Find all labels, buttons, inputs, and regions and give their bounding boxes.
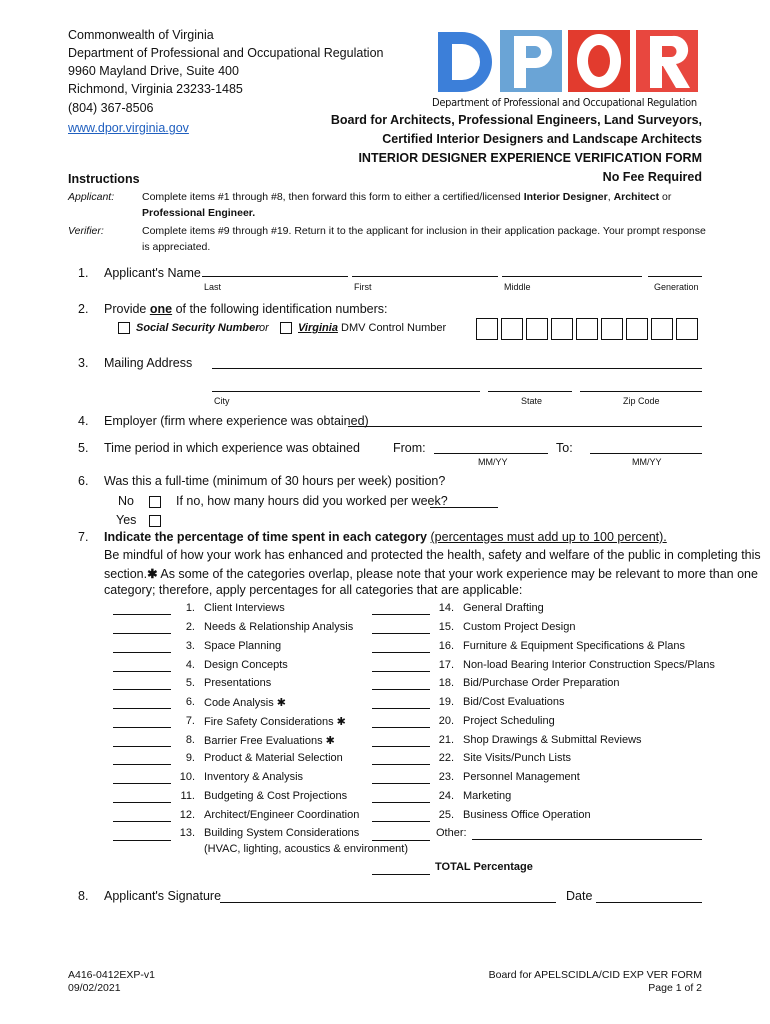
applicant-instructions: Complete items #1 through #8, then forward this form to either a certified/licensed Interior Designer, Architect or	[142, 191, 672, 203]
street-address-field[interactable]	[212, 368, 702, 369]
category-label: Fire Safety Considerations ✱	[204, 716, 346, 728]
category-label: Budgeting & Cost Projections	[204, 790, 348, 802]
signature-label: Applicant's Signature	[104, 889, 222, 903]
percentage-field[interactable]	[113, 802, 171, 803]
no-checkbox[interactable]	[149, 496, 161, 508]
category-label: Barrier Free Evaluations ✱	[204, 735, 335, 747]
id-digit-box[interactable]	[626, 318, 648, 340]
address-line: Department of Professional and Occupational Regulation	[68, 46, 384, 60]
other-label: Other:	[436, 827, 467, 839]
from-format-caption: MM/YY	[478, 457, 508, 467]
percentage-field[interactable]	[372, 783, 430, 784]
category-sublabel: (HVAC, lighting, acoustics & environment)	[204, 843, 408, 855]
website-link[interactable]: www.dpor.virginia.gov	[68, 121, 189, 135]
category-number: 1.	[185, 602, 195, 614]
category-label: Shop Drawings & Submittal Reviews	[463, 734, 642, 746]
form-date: 09/02/2021	[68, 982, 121, 994]
category-number: 4.	[185, 659, 195, 671]
percentage-field[interactable]	[113, 746, 171, 747]
state-field[interactable]	[488, 391, 572, 392]
state-caption: State	[521, 396, 543, 406]
category-label: Custom Project Design	[463, 621, 576, 633]
address-line: (804) 367-8506	[68, 101, 154, 115]
category-number: 17.	[438, 659, 454, 671]
category-label: Project Scheduling	[463, 715, 555, 727]
other-percentage-field[interactable]	[372, 840, 430, 841]
verifier-instructions: Complete items #9 through #19. Return it to the applicant for inclusion in their application package. Your prompt response	[142, 225, 706, 237]
category-number: 15.	[438, 621, 454, 633]
category-label: Building System Considerations	[204, 827, 360, 839]
generation-field[interactable]	[648, 276, 702, 277]
date-label: Date	[566, 889, 593, 903]
city-field[interactable]	[212, 391, 480, 392]
percentage-field[interactable]	[372, 689, 430, 690]
form-code: A416-0412EXP-v1	[68, 969, 155, 981]
item-number: 1.	[78, 266, 89, 280]
id-digit-box[interactable]	[501, 318, 523, 340]
percentage-field[interactable]	[372, 652, 430, 653]
category-label: Product & Material Selection	[204, 752, 343, 764]
category-instructions-line3: section.✱ As some of the categories overlap, please note that your work experience may be relevant to more than one	[104, 567, 758, 581]
percentage-field[interactable]	[113, 783, 171, 784]
form-name: INTERIOR DESIGNER EXPERIENCE VERIFICATION FORM	[358, 151, 702, 165]
category-instructions-line4: category; therefore, apply percentages for all categories that are applicable:	[104, 583, 523, 597]
category-label: Marketing	[463, 790, 512, 802]
percentage-field[interactable]	[372, 633, 430, 634]
category-instructions-line1: Indicate the percentage of time spent in each category (percentages must add up to 100 percent).	[104, 530, 667, 544]
board-title-line2: Certified Interior Designers and Landscape Architects	[382, 132, 702, 146]
from-label: From:	[393, 441, 426, 455]
hours-field[interactable]	[430, 507, 498, 508]
item-number: 2.	[78, 302, 89, 316]
from-date-field[interactable]	[434, 453, 548, 454]
identification-label: Provide one of the following identification numbers:	[104, 302, 388, 316]
category-number: 3.	[185, 640, 195, 652]
category-number: 20.	[438, 715, 454, 727]
percentage-field[interactable]	[372, 802, 430, 803]
total-percentage-field[interactable]	[372, 874, 430, 875]
id-digit-box[interactable]	[551, 318, 573, 340]
percentage-field[interactable]	[113, 840, 171, 841]
middle-caption: Middle	[504, 282, 531, 292]
category-number: 25.	[438, 809, 454, 821]
category-label: Code Analysis ✱	[204, 697, 286, 709]
first-caption: First	[354, 282, 372, 292]
ssn-checkbox[interactable]	[118, 322, 130, 334]
percentage-field[interactable]	[372, 821, 430, 822]
generation-caption: Generation	[654, 282, 699, 292]
category-label: Bid/Cost Evaluations	[463, 696, 565, 708]
category-number: 11.	[180, 790, 195, 802]
percentage-field[interactable]	[113, 764, 171, 765]
employer-field[interactable]	[348, 426, 702, 427]
dpor-logo-mark	[432, 26, 704, 96]
id-digit-box[interactable]	[601, 318, 623, 340]
address-line: Richmond, Virginia 23233-1485	[68, 82, 243, 96]
category-label: Design Concepts	[204, 659, 288, 671]
category-number: 24.	[438, 790, 454, 802]
percentage-field[interactable]	[113, 689, 171, 690]
category-label: Needs & Relationship Analysis	[204, 621, 354, 633]
last-name-field[interactable]	[202, 276, 348, 277]
category-label: Personnel Management	[463, 771, 580, 783]
item-number: 5.	[78, 441, 89, 455]
mailing-address-label: Mailing Address	[104, 356, 193, 370]
category-number: 12.	[179, 809, 195, 821]
to-format-caption: MM/YY	[632, 457, 662, 467]
item-number: 8.	[78, 889, 89, 903]
footer-board: Board for APELSCIDLA/CID EXP VER FORM	[488, 969, 702, 981]
category-label: General Drafting	[463, 602, 544, 614]
category-number: 10.	[179, 771, 195, 783]
item-number: 3.	[78, 356, 89, 370]
percentage-field[interactable]	[372, 727, 430, 728]
category-number: 5.	[185, 677, 195, 689]
category-instructions-line2: Be mindful of how your work has enhanced and protected the health, safety and welfare of the public in completing this	[104, 548, 761, 562]
category-number: 22.	[438, 752, 454, 764]
address-line: 9960 Mayland Drive, Suite 400	[68, 64, 239, 78]
id-digit-box[interactable]	[576, 318, 598, 340]
item-number: 6.	[78, 474, 89, 488]
instructions-heading: Instructions	[68, 172, 140, 186]
percentage-field[interactable]	[113, 652, 171, 653]
signature-field[interactable]	[220, 902, 556, 903]
id-digit-box[interactable]	[476, 318, 498, 340]
category-label: Non-load Bearing Interior Construction Specs/Plans	[463, 659, 715, 671]
to-date-field[interactable]	[590, 453, 702, 454]
category-label: Client Interviews	[204, 602, 285, 614]
category-label: Inventory & Analysis	[204, 771, 304, 783]
category-number: 2.	[185, 621, 195, 633]
category-label: Site Visits/Punch Lists	[463, 752, 572, 764]
category-label: Bid/Purchase Order Preparation	[463, 677, 620, 689]
category-number: 9.	[185, 752, 195, 764]
applicant-name-label: Applicant's Name	[104, 266, 201, 280]
percentage-field[interactable]	[372, 764, 430, 765]
verifier-label: Verifier:	[68, 225, 104, 237]
category-label: Presentations	[204, 677, 272, 689]
middle-name-field[interactable]	[502, 276, 642, 277]
to-label: To:	[556, 441, 573, 455]
percentage-field[interactable]	[372, 614, 430, 615]
category-label: Architect/Engineer Coordination	[204, 809, 360, 821]
or-text: or	[259, 322, 269, 334]
full-time-question: Was this a full-time (minimum of 30 hours per week) position?	[104, 474, 446, 488]
applicant-label: Applicant:	[68, 191, 115, 203]
yes-checkbox[interactable]	[149, 515, 161, 527]
percentage-field[interactable]	[372, 708, 430, 709]
fee-note: No Fee Required	[602, 170, 702, 184]
yes-label: Yes	[116, 513, 137, 527]
dmv-checkbox[interactable]	[280, 322, 292, 334]
employer-label: Employer (firm where experience was obtained)	[104, 414, 369, 428]
category-number: 7.	[185, 715, 195, 727]
asterisk-icon: ✱	[147, 567, 158, 581]
category-number: 21.	[438, 734, 454, 746]
last-caption: Last	[204, 282, 222, 292]
ssn-label: Social Security Number	[136, 322, 260, 334]
percentage-field[interactable]	[113, 708, 171, 709]
total-label: TOTAL Percentage	[435, 861, 533, 873]
first-name-field[interactable]	[352, 276, 498, 277]
category-number: 14.	[438, 602, 454, 614]
zip-caption: Zip Code	[623, 396, 660, 406]
category-number: 23.	[438, 771, 454, 783]
board-title-line1: Board for Architects, Professional Engineers, Land Surveyors,	[330, 113, 702, 127]
percentage-field[interactable]	[113, 614, 171, 615]
signature-date-field[interactable]	[596, 902, 702, 903]
verifier-instructions-cont: is appreciated.	[142, 241, 211, 253]
category-number: 13.	[179, 827, 195, 839]
category-number: 6.	[185, 696, 195, 708]
dmv-label: Virginia DMV Control Number	[298, 322, 447, 334]
percentage-field[interactable]	[113, 821, 171, 822]
applicant-instructions-cont: Professional Engineer.	[142, 207, 256, 219]
percentage-field[interactable]	[113, 671, 171, 672]
page-number: Page 1 of 2	[648, 982, 702, 994]
city-caption: City	[214, 396, 230, 406]
percentage-field[interactable]	[372, 671, 430, 672]
logo-caption: Department of Professional and Occupational Regulation	[432, 96, 697, 109]
time-period-label: Time period in which experience was obtained	[104, 441, 360, 455]
hours-question: If no, how many hours did you worked per week?	[176, 494, 448, 508]
category-label: Business Office Operation	[463, 809, 591, 821]
id-digit-box[interactable]	[526, 318, 548, 340]
id-digit-box[interactable]	[651, 318, 673, 340]
address-line: Commonwealth of Virginia	[68, 28, 214, 42]
category-label: Furniture & Equipment Specifications & Plans	[463, 640, 685, 652]
category-number: 19.	[438, 696, 454, 708]
item-number: 7.	[78, 530, 89, 544]
category-label: Space Planning	[204, 640, 282, 652]
id-digit-box[interactable]	[676, 318, 698, 340]
item-number: 4.	[78, 414, 89, 428]
other-description-field[interactable]	[472, 839, 702, 840]
percentage-field[interactable]	[113, 727, 171, 728]
zip-field[interactable]	[580, 391, 702, 392]
category-number: 18.	[438, 677, 454, 689]
no-label: No	[118, 494, 134, 508]
percentage-field[interactable]	[113, 633, 171, 634]
category-number: 16.	[438, 640, 454, 652]
category-number: 8.	[185, 734, 195, 746]
percentage-field[interactable]	[372, 746, 430, 747]
